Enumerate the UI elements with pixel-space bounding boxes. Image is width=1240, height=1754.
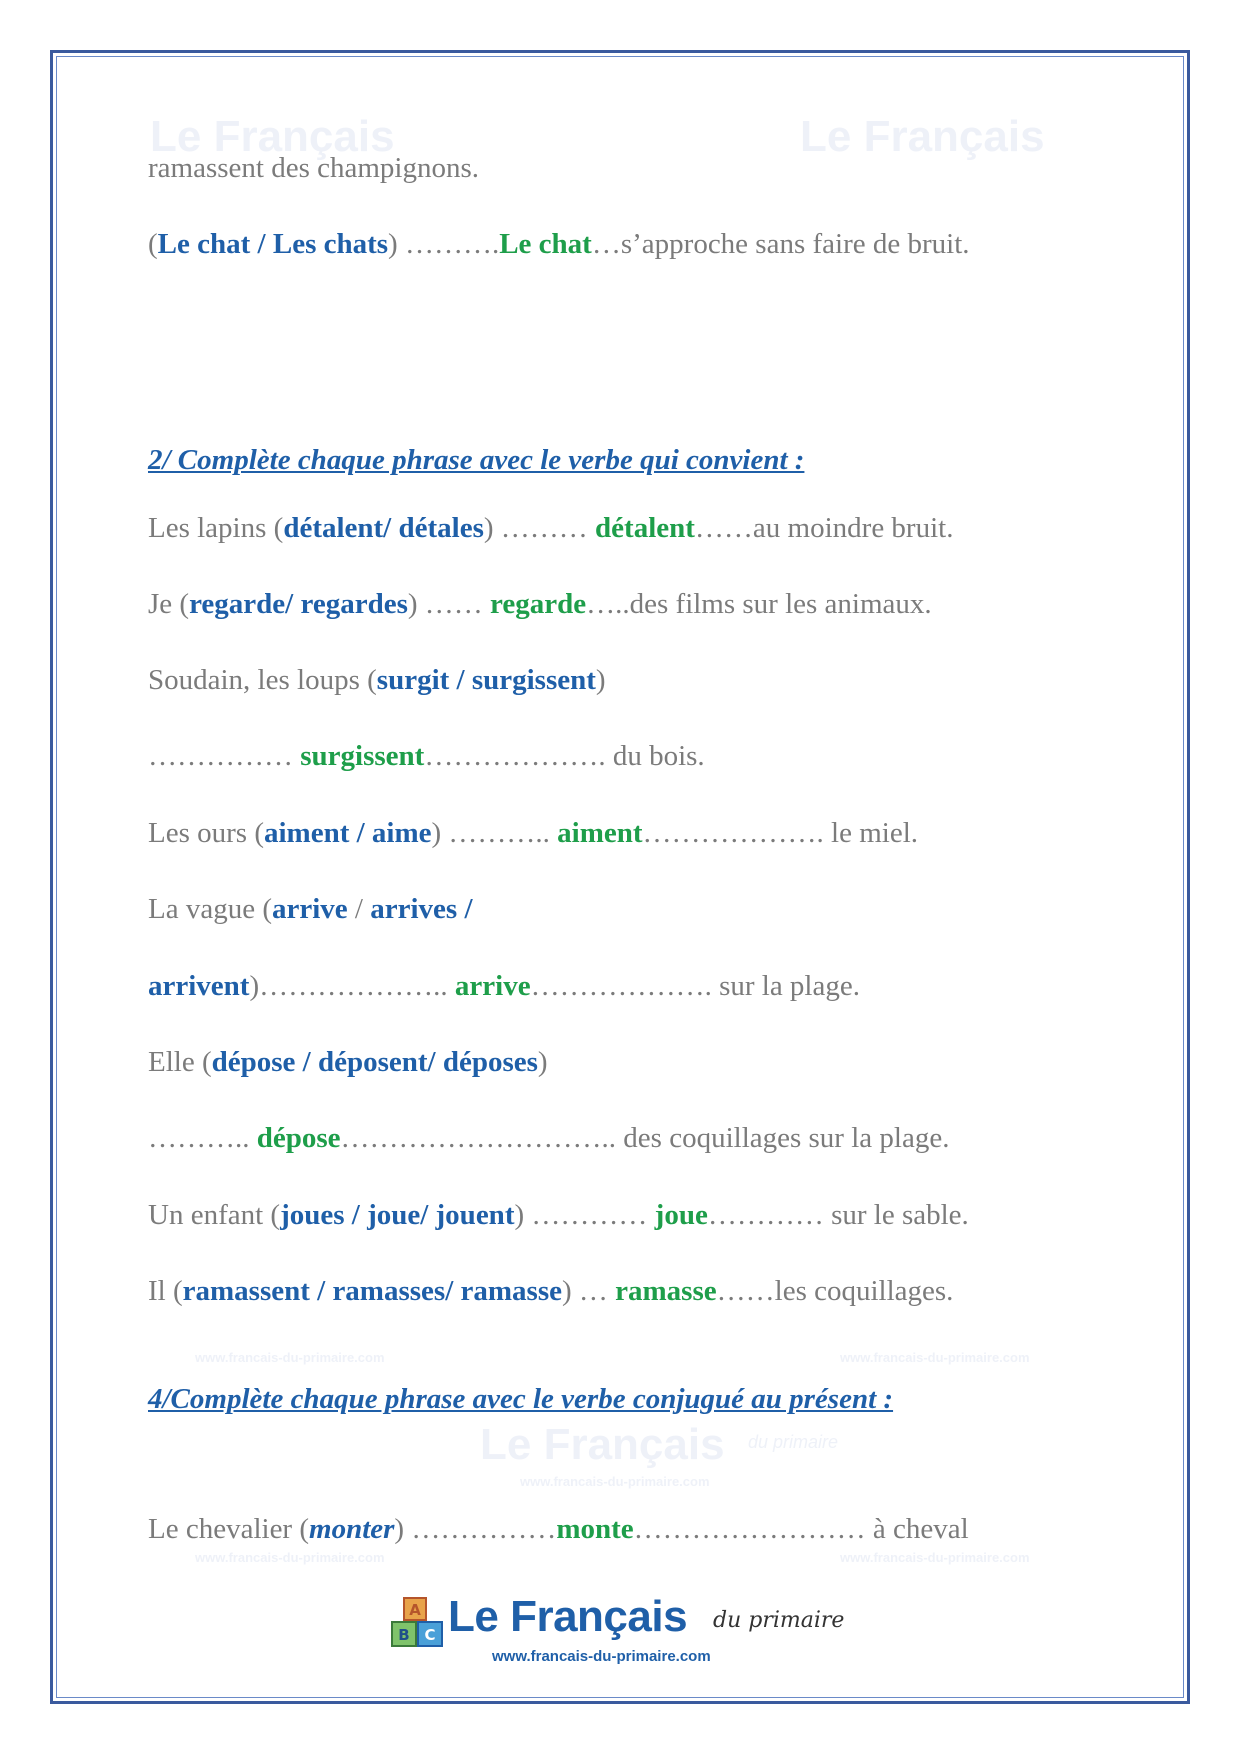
svg-text:A: A [409, 1601, 421, 1619]
text-line [148, 586, 932, 622]
plain-text: ramassent des champignons. [148, 152, 480, 184]
plain-text: ………………. sur la plage. [530, 970, 860, 1002]
text-line [148, 1273, 953, 1309]
plain-text: …………… [148, 740, 301, 772]
verb-option: arrivent [148, 970, 250, 1002]
plain-text: ) [537, 1046, 548, 1078]
plain-text: Les ours ( [148, 817, 264, 849]
answer-text: regarde [490, 588, 587, 620]
text-line [148, 891, 473, 927]
watermark: www.francais-du-primaire.com [195, 1550, 385, 1565]
verb-option: arrive [272, 893, 348, 925]
logo-tagline: du primaire [713, 1608, 845, 1633]
plain-text: ………… sur le sable. [707, 1199, 969, 1231]
verb-option: surgit / surgissent [376, 664, 596, 696]
abc-blocks-icon [390, 1596, 444, 1654]
logo-name: Le Français [448, 1592, 688, 1641]
plain-text: ) …… [407, 588, 491, 620]
text-line [148, 815, 918, 851]
answer-text: arrive [454, 970, 531, 1002]
plain-text: ……au moindre bruit. [694, 512, 954, 544]
plain-text: ……les coquillages. [716, 1275, 954, 1307]
text-line [148, 968, 860, 1004]
plain-text: ………………. du bois. [424, 740, 705, 772]
answer-text: surgissent [300, 740, 425, 772]
plain-text: Il ( [148, 1275, 183, 1307]
plain-text: ) ………. [388, 228, 500, 260]
plain-text: ( [148, 228, 158, 260]
plain-text: Soudain, les loups ( [148, 664, 377, 696]
answer-text: ramasse [615, 1275, 717, 1307]
answer-text: dépose [256, 1122, 341, 1154]
watermark: www.francais-du-primaire.com [840, 1350, 1030, 1365]
answer-text: Le chat [499, 228, 592, 260]
text-line [148, 1197, 969, 1233]
verb-option: ramassent / ramasses/ ramasse [182, 1275, 562, 1307]
plain-text: …..des films sur les animaux. [586, 588, 932, 620]
plain-text: Je ( [148, 588, 190, 620]
page-border-inner [56, 56, 1184, 1698]
watermark: du primaire [748, 1432, 839, 1452]
plain-text: Les lapins ( [148, 512, 284, 544]
verb-option: arrives / [370, 893, 473, 925]
text-line [148, 662, 606, 698]
plain-text: Le chevalier ( [148, 1513, 310, 1545]
watermark: www.francais-du-primaire.com [195, 1350, 385, 1365]
plain-text: Un enfant ( [148, 1199, 281, 1231]
plain-text: La vague ( [148, 893, 272, 925]
verb-option: aiment / aime [263, 817, 432, 849]
plain-text: ) … [561, 1275, 616, 1307]
text-line [148, 510, 953, 546]
plain-text: ) …………… [394, 1513, 557, 1545]
plain-text: ) [595, 664, 606, 696]
plain-text: ………………. le miel. [642, 817, 919, 849]
svg-text:B: B [398, 1626, 410, 1644]
verb-option: Le chat / Les chats [157, 228, 389, 260]
plain-text: ……….. [148, 1122, 257, 1154]
watermark: www.francais-du-primaire.com [840, 1550, 1030, 1565]
plain-text: )……………….. [249, 970, 455, 1002]
logo-url[interactable]: www.francais-du-primaire.com [492, 1648, 711, 1665]
verb-option: regarde/ regardes [189, 588, 408, 620]
plain-text: …………………… à cheval [633, 1513, 969, 1545]
answer-text: aiment [557, 817, 643, 849]
verb-option: joues / joue/ jouent [280, 1199, 515, 1231]
text-line [148, 1044, 548, 1080]
watermark: www.francais-du-primaire.com [520, 1474, 710, 1489]
exercise-4-heading: 4/Complète chaque phrase avec le verbe conjugué au présent : [148, 1383, 894, 1415]
plain-text: ) ……….. [431, 817, 558, 849]
answer-text: joue [654, 1199, 708, 1231]
text-line [148, 1511, 969, 1547]
watermark: Le Français [480, 1420, 725, 1469]
text-line [148, 226, 970, 262]
svg-text:C: C [424, 1626, 436, 1644]
text-line [148, 738, 705, 774]
exercise-2-heading: 2/ Complète chaque phrase avec le verbe qui convient : [148, 444, 805, 476]
infinitive-verb: monter [309, 1513, 395, 1545]
footer-logo [390, 1592, 850, 1682]
verb-option: détalent/ détales [283, 512, 484, 544]
text-line [148, 150, 479, 186]
plain-text: / [347, 893, 371, 925]
answer-text: monte [556, 1513, 634, 1545]
answer-text: détalent [595, 512, 695, 544]
verb-option: dépose / déposent/ déposes [211, 1046, 538, 1078]
plain-text: ) ……… [483, 512, 596, 544]
text-line [148, 1120, 949, 1156]
plain-text: …s’approche sans faire de bruit. [591, 228, 970, 260]
plain-text: ) ………… [514, 1199, 655, 1231]
watermark: Le Français [800, 112, 1045, 161]
plain-text: Elle ( [148, 1046, 212, 1078]
watermark: Le Français [150, 112, 395, 161]
plain-text: ……………………….. des coquillages sur la plage. [340, 1122, 950, 1154]
